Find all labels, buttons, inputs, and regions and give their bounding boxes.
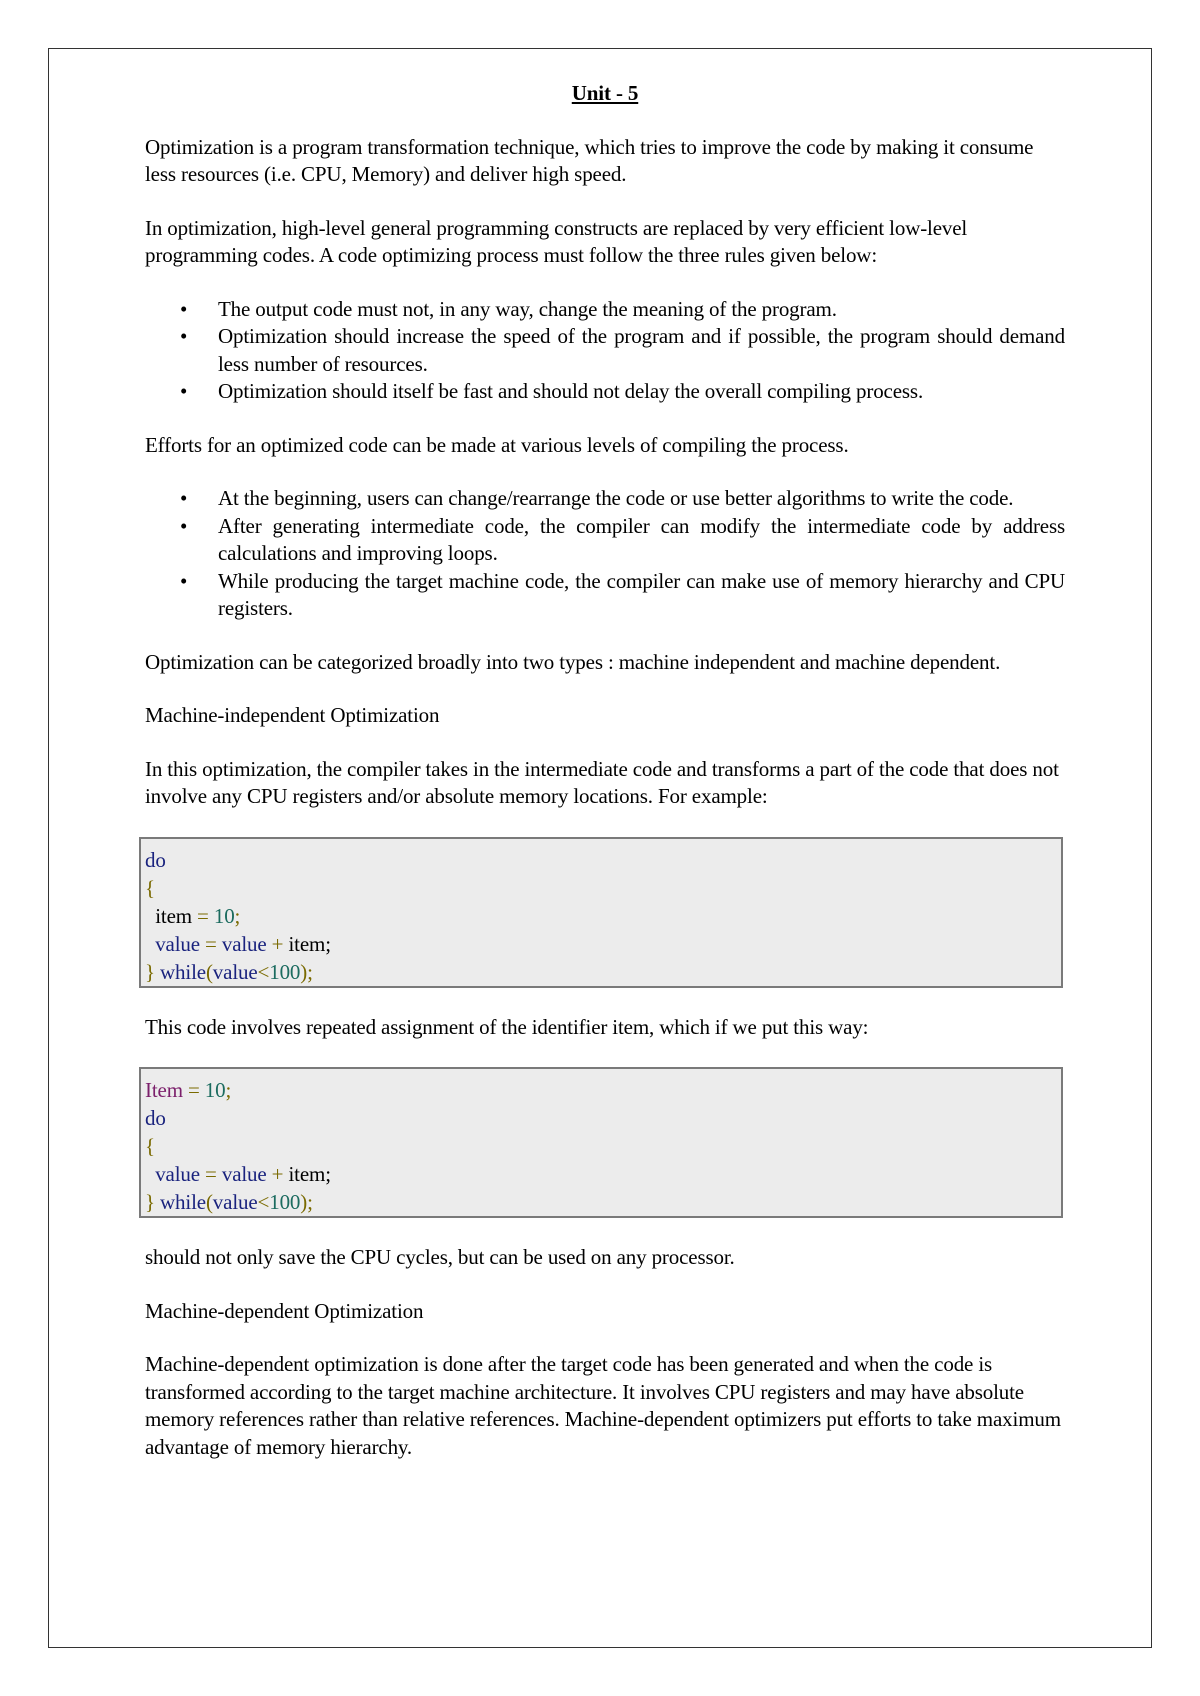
code-line — [145, 930, 1057, 958]
code-line — [145, 902, 1057, 930]
code-token: = — [182, 1078, 205, 1102]
code-token: ( — [205, 1190, 213, 1214]
code-token: { — [145, 875, 155, 900]
list-item: • The output code must not, in any way, change the meaning of the program. — [145, 296, 1065, 324]
code-token: while — [154, 959, 206, 984]
code-block-1 — [139, 837, 1063, 988]
dependent-paragraph: Machine-dependent optimization is done after the target code has been generated and when the code is transformed according to the target machine architecture. It involves CPU registers and may have absolute memory references rather than relative references. Machine-dependent optimizers put efforts to take maximum advantage of memory hierarchy. — [145, 1352, 1061, 1459]
page-title: Unit - 5 — [571, 81, 639, 105]
code-token: value — [212, 1190, 258, 1214]
rules-list — [145, 296, 1065, 406]
code-token: } — [145, 959, 155, 984]
code-token: + — [266, 1162, 289, 1186]
code-line — [145, 874, 1057, 902]
levels-list — [145, 485, 1065, 623]
optimization-paragraph: In optimization, high-level general programming constructs are replaced by very efficient low-level programming codes. A code optimizing process must follow the three rules given below: — [145, 215, 968, 267]
code-token: = — [199, 1162, 222, 1186]
code-token: = — [199, 931, 222, 956]
code-line — [145, 1160, 1057, 1188]
code-token: item; — [288, 1162, 331, 1186]
heading-machine-independent: Machine-independent Optimization — [145, 703, 440, 727]
code-token: do — [145, 1106, 166, 1130]
code-token: ; — [225, 1078, 232, 1102]
list-item: • Optimization should increase the speed of the program and if possible, the program should demand less number of resources. — [145, 323, 1065, 378]
code-line — [145, 1188, 1057, 1216]
code-token — [145, 904, 155, 928]
repeated-assignment-paragraph: This code involves repeated assignment of the identifier item, which if we put this way: — [145, 1014, 869, 1039]
code-token — [145, 1162, 155, 1186]
code-line — [145, 846, 1057, 874]
document-body — [145, 80, 1065, 1487]
heading-machine-dependent: Machine-dependent Optimization — [145, 1298, 424, 1323]
code-token: value — [155, 1162, 200, 1186]
list-item: • At the beginning, users can change/rearrange the code or use better algorithms to write the code. — [145, 485, 1065, 513]
code-token: < — [257, 1190, 270, 1214]
code-token: ( — [205, 959, 213, 984]
code-token: item — [155, 903, 192, 928]
code-token: 100 — [269, 1190, 301, 1214]
code-token: + — [266, 931, 289, 956]
code-line — [145, 1132, 1057, 1160]
code-line — [145, 958, 1057, 986]
code-token: Item — [145, 1078, 183, 1102]
categories-paragraph: Optimization can be categorized broadly into two types : machine independent and machine dependent. — [145, 649, 1001, 674]
code-token: ); — [300, 959, 313, 984]
cpu-cycles-paragraph: should not only save the CPU cycles, but can be used on any processor. — [145, 1245, 735, 1269]
code-token: 10 — [204, 1078, 226, 1102]
intro-paragraph: Optimization is a program transformation technique, which tries to improve the code by making it consume less resources (i.e. CPU, Memory) and deliver high speed. — [145, 134, 1034, 186]
code-token: value — [221, 931, 267, 956]
code-token: { — [145, 1134, 155, 1158]
code-block-2 — [139, 1067, 1063, 1218]
code-token: item; — [288, 931, 331, 956]
code-token: 10 — [213, 903, 235, 928]
code-token — [145, 932, 155, 956]
code-token: value — [212, 959, 258, 984]
code-token: ); — [300, 1190, 313, 1214]
list-item: • After generating intermediate code, the compiler can modify the intermediate code by address calculations and improving loops. — [145, 513, 1065, 568]
code-token: < — [257, 959, 270, 984]
independent-paragraph: In this optimization, the compiler takes in the intermediate code and transforms a part of the code that does not involve any CPU registers and/or absolute memory locations. For example: — [145, 756, 1059, 808]
code-token: 100 — [269, 959, 301, 984]
code-token: value — [221, 1162, 267, 1186]
code-line — [145, 1104, 1057, 1132]
code-line — [145, 1076, 1057, 1104]
code-token: value — [155, 931, 200, 956]
code-token: ; — [234, 903, 241, 928]
efforts-paragraph: Efforts for an optimized code can be made at various levels of compiling the process. — [145, 432, 849, 457]
code-token: = — [191, 903, 214, 928]
list-item: • Optimization should itself be fast and should not delay the overall compiling process. — [145, 378, 1065, 406]
list-item: • While producing the target machine code, the compiler can make use of memory hierarchy and CPU registers. — [145, 568, 1065, 623]
code-token: } — [145, 1190, 155, 1214]
code-token: do — [145, 847, 166, 872]
code-token: while — [154, 1190, 206, 1214]
